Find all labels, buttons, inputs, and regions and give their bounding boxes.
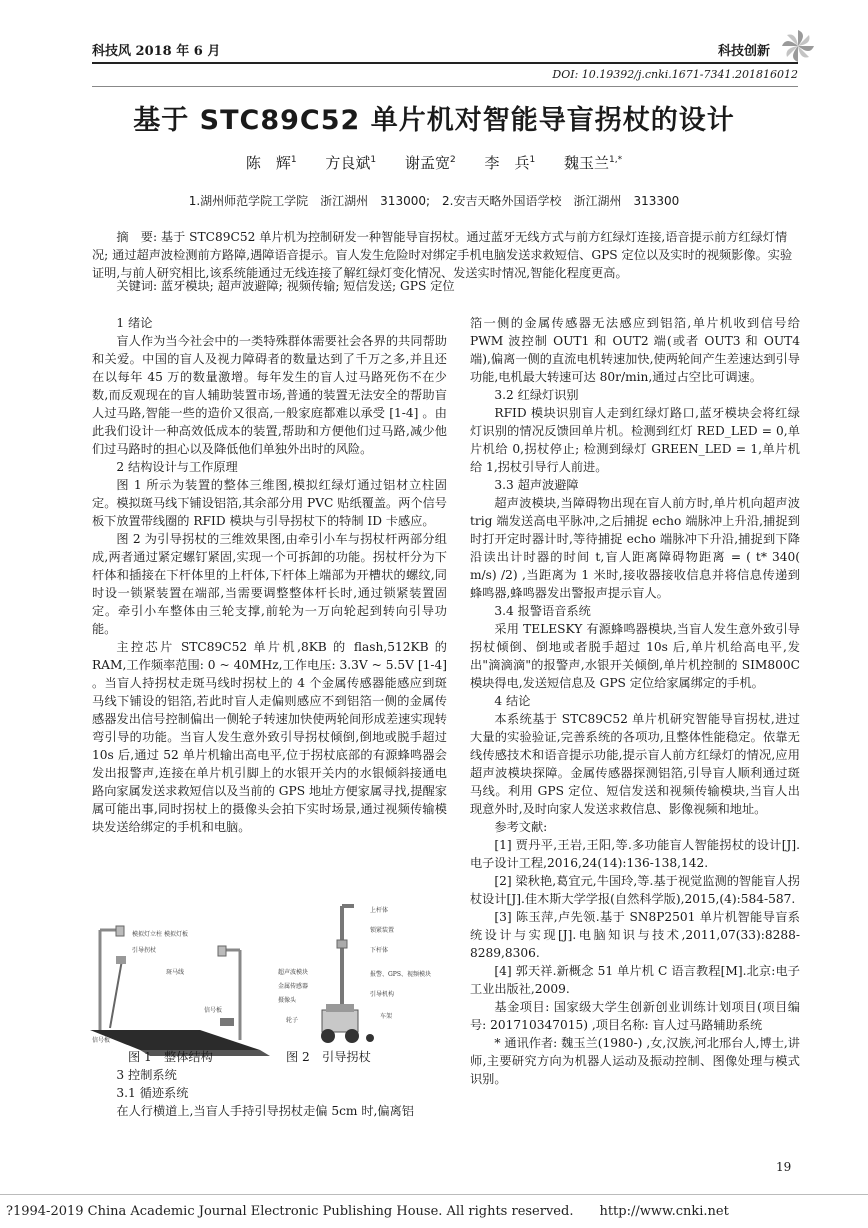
pinwheel-logo-icon <box>778 26 818 66</box>
figure-1-caption: 图 1 整体结构 <box>128 1050 213 1064</box>
paragraph: RFID 模块识别盲人走到红绿灯路口,蓝牙模块会将红绿灯识别的情况反馈回单片机。检测到红灯 RED_LED = 0,单片机给 0,拐杖停止; 检测到绿灯 GREEN_LED = 1,单片机给 1,拐杖引导行人前进。 <box>470 406 800 474</box>
figure-1-overall-structure <box>90 926 270 1056</box>
paragraph: 本系统基于 STC89C52 单片机研究智能导盲拐杖,进过大量的实验验证,完善系统的各项功,且整体性能稳定。依靠无线传感技术和语音提示功能,提示盲人前方红绿灯的情况,应用超声波模块探障。金属传感器探测铝箔,引导盲人顺利通过斑马线。利用 GPS 定位、短信发送和视频传输模块,当盲人出现意外时,及时向家人发送求救信息、影像视频和地址。 <box>470 712 800 816</box>
reference-item: [2] 梁秋艳,葛宜元,牛国玲,等.基于视觉监测的智能盲人拐杖设计[J].佳木斯大学学报(自然科学版),2015,(4):584-587. <box>470 874 800 906</box>
affiliations: 1.湖州师范学院工学院 浙江湖州 313000; 2.安吉天略外国语学校 浙江湖州 313300 <box>188 194 680 208</box>
fig1-label: 模拟灯立柱 <box>132 931 163 938</box>
abstract: 摘 要: 基于 STC89C52 单片机为控制研发一种智能导盲拐杖。通过蓝牙无线方式与前方红绿灯连接,语音提示前方红绿灯情况; 通过超声波检测前方路障,遇障语音提示。盲人发生危险时对绑定手机电脑发送求救短信、GPS 定位以及实时的视频影像。实验证明,与前人研究相比,该系统能通过无线连接了解红绿灯变化情况、发送实时情况,智能化程度更高。 <box>92 230 793 280</box>
header-rule-thin <box>92 86 798 87</box>
paragraph: 图 2 为引导拐杖的三维效果图,由牵引小车与拐杖杆两部分组成,两者通过紧定螺钉紧固,实现一个可拆卸的功能。拐杖杆分为下杆体和插接在下杆体里的上杆体,下杆体上端部为开槽状的螺纹,同时设一锁紧装置在端部,当需要调整整体杆长时,通过锁紧装置固定。牵引小车整体由三轮支撑,前轮为一万向轮起到转向引导功能。 <box>92 532 447 636</box>
reference-list <box>470 836 800 998</box>
fig1-label: 引导拐杖 <box>132 947 157 954</box>
section-heading: 1 绪论 <box>116 316 153 330</box>
section-heading: 4 结论 <box>494 694 531 708</box>
author-list <box>0 152 868 173</box>
paragraph: 箔一侧的金属传感器无法感应到铝箔,单片机收到信号给 PWM 波控制 OUT1 和 OUT2 端(或者 OUT3 和 OUT4 端),偏离一侧的直流电机转速加快,使两轮间产生差速达到引导功能,电机最大转速可达 80r/min,通过占空比可调速。 <box>470 316 800 384</box>
fig2-label: 超声波模块 <box>278 969 309 976</box>
fig2-label: 车架 <box>380 1013 393 1020</box>
figure-2-guide-cane <box>278 906 431 1043</box>
paragraph: 主控芯片 STC89C52 单片机,8KB 的 flash,512KB 的 RAM,工作频率范围: 0 ~ 40MHz,工作电压: 3.3V ~ 5.5V [1-4] 。当盲人持拐杖走斑马线时拐杖上的 4 个金属传感器能感应到斑马线下铺设的铝箔,若此时盲人走偏则感应不到铝箔一侧的金属传感器发出信号控制偏出一侧轮子转速加快使两轮间形成差速实现转弯引导的功能。当盲人发生意外致引导拐杖倾倒,倒地或脱手超过 10s 后,通过 52 单片机输出高电平,位于拐杖底部的有源蜂鸣器会发出报警声,连接在单片机引脚上的水银开关内的水银倾斜接通电路向家属发送求救短信以及当前的 GPS 地址方便家属寻找,提醒家属可能出事,同时拐杖上的摄像头会拍下实时场景,通过视频传输模块发送给绑定的手机和电脑。 <box>92 640 447 834</box>
reference-item: [1] 贾丹平,王岩,王阳,等.多功能盲人智能拐杖的设计[J].电子设计工程,2016,24(14):136-138,142. <box>470 838 800 870</box>
doi: DOI: 10.19392/j.cnki.1671-7341.201816012 <box>552 68 798 81</box>
author: 方良斌$^1$ <box>325 154 377 172</box>
paragraph: 超声波模块,当障碍物出现在盲人前方时,单片机向超声波 trig 端发送高电平脉冲,之后捕捉 echo 端脉冲上升沿,捕捉到时打开定时器计时,等待捕捉 echo 端脉冲下升沿,捕捉到下降沿读出计时器的时间 t,盲人距离障碍物距离 = ( t* 340( m/s) /2) ,当距离为 1 米时,接收器接收信息并将信息传递到蜂鸣器,蜂鸣器发出警报声提示盲人。 <box>470 496 800 600</box>
author: 李 兵$^1$ <box>484 154 536 172</box>
left-column <box>92 314 447 836</box>
paragraph: 采用 TELESKY 有源蜂鸣器模块,当盲人发生意外致引导拐杖倾倒、倒地或者脱手超过 10s 后,单片机给高电平,发出"滴滴滴"的报警声,水银开关倾倒,单片机控制的 SIM800C 模块得电,发送短信息及 GPS 定位给家属绑定的手机。 <box>470 622 800 690</box>
column-name: 科技创新 <box>717 44 770 59</box>
subsection-heading: 3.3 超声波避障 <box>494 478 579 492</box>
references-title: 参考文献: <box>494 820 548 834</box>
author: 陈 辉$^1$ <box>245 154 297 172</box>
fig1-label: 模拟灯板 <box>164 931 189 938</box>
figures <box>80 900 452 1060</box>
paragraph: 图 1 所示为装置的整体三维图,模拟红绿灯通过铝材立柱固定。模拟斑马线下铺设铝箔,其余部分用 PVC 贴纸覆盖。两个信号板下放置带线圈的 RFID 模块与引导拐杖下的特制 ID 卡感应。 <box>92 478 447 528</box>
author: 谢孟宽$^2$ <box>404 154 456 172</box>
fig2-label: 引导机构 <box>370 991 395 998</box>
footer-rule <box>0 1194 868 1195</box>
subsection-heading: 3.4 报警语音系统 <box>494 604 591 618</box>
copyright-footer: ?1994-2019 China Academic Journal Electronic Publishing House. All rights reserved. http://www.cnki.net <box>6 1204 729 1219</box>
paragraph: 在人行横道上,当盲人手持引导拐杖走偏 5cm 时,偏离铝 <box>116 1104 414 1118</box>
figure-2-caption: 图 2 引导拐杖 <box>286 1050 371 1064</box>
header-rule <box>92 62 798 64</box>
fig2-label: 下杆体 <box>370 947 389 954</box>
section-heading: 3 控制系统 <box>116 1068 177 1082</box>
fig1-label: 斑马线 <box>166 969 185 976</box>
journal-issue: 科技风 2018 年 6 月 <box>92 44 221 59</box>
keywords: 关键词: 蓝牙模块; 超声波避障; 视频传输; 短信发送; GPS 定位 <box>116 279 455 293</box>
corresponding-author-note: * 通讯作者: 魏玉兰(1980-) ,女,汉族,河北邢台人,博士,讲师,主要研究方向为机器人运动及振动控制、图像处理与模式识别。 <box>470 1036 800 1086</box>
fig2-label: 上杆体 <box>370 907 389 914</box>
paper-title: 基于 STC89C52 单片机对智能导盲拐杖的设计 <box>133 105 735 136</box>
fig2-label: 轮子 <box>286 1017 299 1024</box>
fig2-label: 报警、GPS、视频模块 <box>370 971 431 978</box>
page-number: 19 <box>776 1160 792 1174</box>
right-column <box>470 314 800 1088</box>
fig2-label: 摄像头 <box>278 997 297 1004</box>
fig1-label: 信号板 <box>204 1007 223 1014</box>
section-heading: 2 结构设计与工作原理 <box>116 460 238 474</box>
fig2-label: 金属传感器 <box>278 983 309 990</box>
subsection-heading: 3.1 循迹系统 <box>116 1086 189 1100</box>
subsection-heading: 3.2 红绿灯识别 <box>494 388 579 402</box>
author: 魏玉兰$^{1,*}$ <box>564 154 623 172</box>
reference-item: [4] 郭天祥.新概念 51 单片机 C 语言教程[M].北京:电子工业出版社,2009. <box>470 964 800 996</box>
fig1-label: 信号板 <box>92 1037 111 1044</box>
reference-item: [3] 陈玉萍,卢先领.基于 SN8P2501 单片机智能导盲系统设计与实现[J].电脑知识与技术,2011,07(33):8288-8289,8306. <box>470 910 800 960</box>
fig2-label: 锁紧装置 <box>370 927 395 934</box>
paragraph: 盲人作为当今社会中的一类特殊群体需要社会各界的共同帮助和关爱。中国的盲人及视力障碍者的数量达到了千万之多,并且还在以每年 45 万的数量激增。每年发生的盲人过马路死伤不在少数,而反观现在的盲人辅助装置市场,普通的装置无法安全的帮助盲人过马路,智能一些的造价又很高,一般家庭都难以承受 [1-4] 。由此我们设计一种高效低成本的装置,帮助和方便他们过马路,减少他们过马路时的担心以及降低他们单独外出时的风险。 <box>92 334 447 456</box>
left-column-bottom <box>92 1066 447 1120</box>
funding-note: 基金项目: 国家级大学生创新创业训练计划项目(项目编号: 201710347015) ,项目名称: 盲人过马路辅助系统 <box>470 1000 800 1032</box>
